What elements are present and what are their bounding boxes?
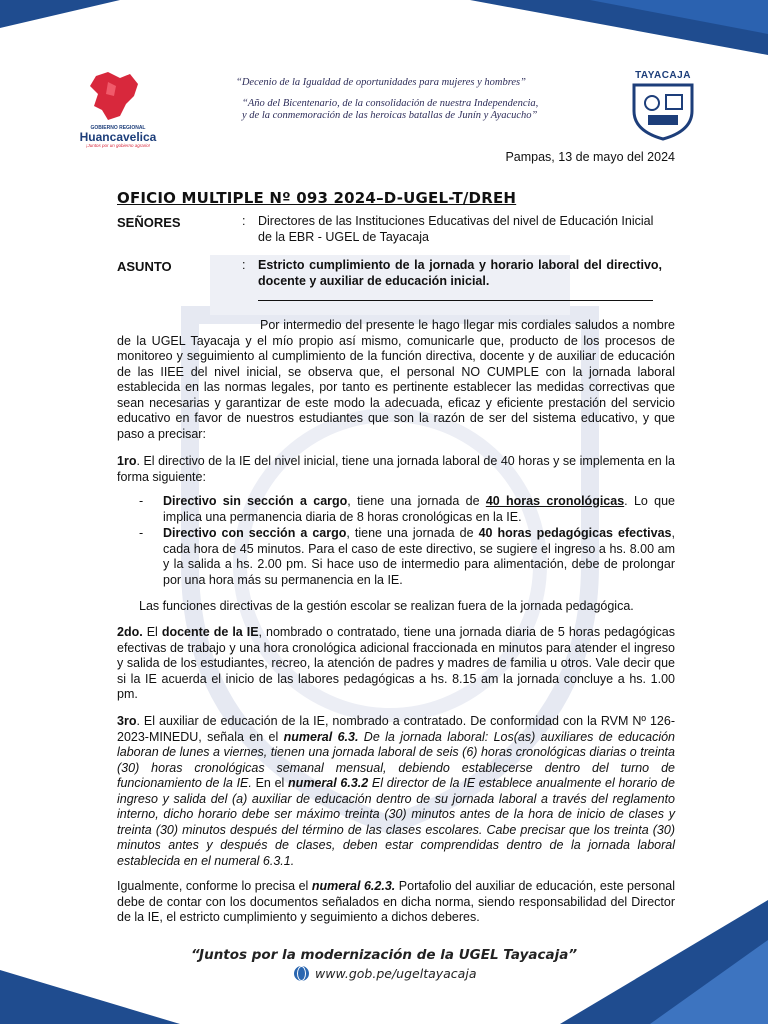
- p1-label: 1ro: [117, 454, 137, 468]
- top-right-corner-decoration: [0, 0, 768, 60]
- shield-icon: [628, 81, 698, 141]
- paragraph-1ro: [117, 454, 675, 485]
- divider: [258, 300, 653, 301]
- p4-num: numeral 6.2.3.: [311, 879, 396, 893]
- p3-num2: numeral 6.3.2: [288, 776, 369, 790]
- p3-c: En el: [251, 776, 289, 790]
- p3-a: . El auxiliar de educación de la IE, nombrado a contratado. De conformidad con la RVM Nº 126-2023-MINEDU, señala en el: [117, 714, 675, 744]
- b2-bold2: 40 horas pedagógicas efectivas: [478, 526, 672, 540]
- footer-slogan: “Juntos por la modernización de la UGEL Tayacaja”: [190, 947, 578, 963]
- b2-bold: Directivo con sección a cargo: [163, 526, 347, 540]
- b1-underline: 40 horas cronológicas: [485, 494, 625, 508]
- paragraph-1ro-closing: Las funciones directivas de la gestión escolar se realizan fuera de la jornada pedagógica.: [139, 599, 634, 613]
- tayacaja-logo: [628, 70, 698, 142]
- senores-label: SEÑORES: [117, 215, 181, 230]
- paragraph-igualmente: [117, 879, 675, 926]
- p3-d: El director de la IE establece anualmente el horario de ingreso y salida del (a) auxiliar de educación dentro de su jornada laboral a través del reglamento interno, dicho horario debe ser máximo treinta (30) minutos antes de la hora de inicio de clases y treinta (30) minutos después del término de las clases escolares. Cabe precisar que los treinta (30) minutos antes y después de clases, deben estar comprendidas dentro de la jornada laboral establecida en el numeral 6.3.1.: [117, 776, 676, 868]
- p3-b: De la jornada laboral: Los(as) auxiliares de educación laboran de lunes a viernes, tienen una jornada laboral de seis (6) horas cronológicas diarias o treinta (30) horas cronológicas semanal mensual, debiendo establecerse dentro del turno de funcionamiento de la IE.: [117, 729, 675, 790]
- bullet-mark-2: -: [139, 526, 144, 540]
- p3-num1: numeral 6.3.: [283, 729, 359, 744]
- map-icon: [68, 70, 168, 122]
- b1-end: . Lo que implica una permanencia diaria de 8 horas cronológicas en la IE.: [163, 494, 675, 524]
- motto-line3: y de la conmemoración de las heroicas batallas de Junín y Ayacucho”: [242, 110, 538, 121]
- motto-line2: “Año del Bicentenario, de la consolidación de nuestra Independencia,: [242, 98, 539, 109]
- logo-line1: GOBIERNO REGIONAL: [90, 125, 146, 131]
- p2-label: 2do.: [117, 625, 143, 639]
- p2-text: , nombrado o contratado, tiene una jornada diaria de 5 horas pedagógicas efectivas de trabajo y una hora cronológica adicional fraccionada en minutos para atender el ingreso y salida de los estudiantes, recreo, la atención de padres y madres de familia u otros. Vale decir que si la IE acuerda el inicio de las labores pedagógicas a hs. 8.15 am la jornada concluye a hs. 1.00 pm.: [117, 625, 675, 701]
- logo-right-text: TAYACAJA: [635, 70, 691, 81]
- b1-bold: Directivo sin sección a cargo: [163, 494, 348, 508]
- b2-end: , cada hora de 45 minutos. Para el caso de este directivo, se sugiere el ingreso a hs. 8.00 am y la salida a hs. 2.00 pm. Si hace uso de intermedio para alimentación, debe de prolongar por una hora más su permanencia en la IE.: [163, 526, 675, 587]
- bullet-1: [163, 494, 675, 525]
- bullet-mark-1: -: [139, 494, 144, 508]
- paragraph-2do: [117, 625, 675, 703]
- p4-a: Igualmente, conforme lo precisa el: [117, 879, 312, 893]
- intro-paragraph: Por intermedio del presente le hago llegar mis cordiales saludos a nombre de la UGEL Tayacaja y el mío propio así mismo, comunicarle que, producto de los procesos de monitoreo y seguimiento al cumplimiento de la función directiva, docente y de auxiliar de educación de las IIEE del nivel inicial, se observa que, el personal NO CUMPLE con la jornada laboral establecida en las normas legales, por tanto es pertinente establecer las medidas correctivas que sean necesarias y garantizar de este modo la adecuada, eficaz y eficiente prestación del servicio educativo en favor de nuestros estudiantes que son la razón de ser del sistema educativo, y que paso a precisar:: [117, 318, 675, 441]
- asunto-label: ASUNTO: [117, 259, 172, 274]
- senores-value: Directores de las Instituciones Educativas del nivel de Educación Inicial de la EBR - UGEL de Tayacaja: [258, 214, 654, 244]
- logo-tagline: ¡Juntos por un gobierno agrario!: [85, 143, 151, 148]
- p4-b: Portafolio del auxiliar de educación, este personal debe de contar con los documentos señalados en dicha norma, siendo responsabilidad del Director de la IE, el estricto cumplimiento y seguimiento a dichos deberes.: [117, 879, 676, 924]
- senores-colon: :: [242, 214, 246, 228]
- footer-url[interactable]: www.gob.pe/ugeltayacaja: [315, 966, 477, 981]
- footer-website[interactable]: [294, 966, 476, 981]
- p2-bold: docente de la IE: [161, 625, 259, 639]
- logo-line2: Huancavelica: [79, 130, 157, 144]
- bullet-2: [163, 526, 675, 588]
- b2-mid: , tiene una jornada de: [346, 526, 479, 540]
- p1-text: . El directivo de la IE del nivel inicial, tiene una jornada laboral de 40 horas y se implementa en la forma siguiente:: [117, 454, 675, 484]
- paragraph-3ro: [117, 714, 675, 869]
- document-title: OFICIO MULTIPLE Nº 093 2024–D-UGEL-T/DREH: [117, 189, 517, 207]
- asunto-value: Estricto cumplimiento de la jornada y horario laboral del directivo, docente y auxiliar de educación inicial.: [258, 258, 662, 288]
- asunto-colon: :: [242, 258, 246, 272]
- p3-label: 3ro: [117, 714, 137, 728]
- document-date: Pampas, 13 de mayo del 2024: [505, 150, 675, 164]
- motto-line1: “Decenio de la Igualdad de oportunidades para mujeres y hombres”: [236, 77, 526, 88]
- globe-icon: [294, 966, 309, 981]
- p2-pre: El: [142, 625, 162, 639]
- b1-mid: , tiene una jornada de: [347, 494, 486, 508]
- huancavelica-logo: [68, 70, 168, 148]
